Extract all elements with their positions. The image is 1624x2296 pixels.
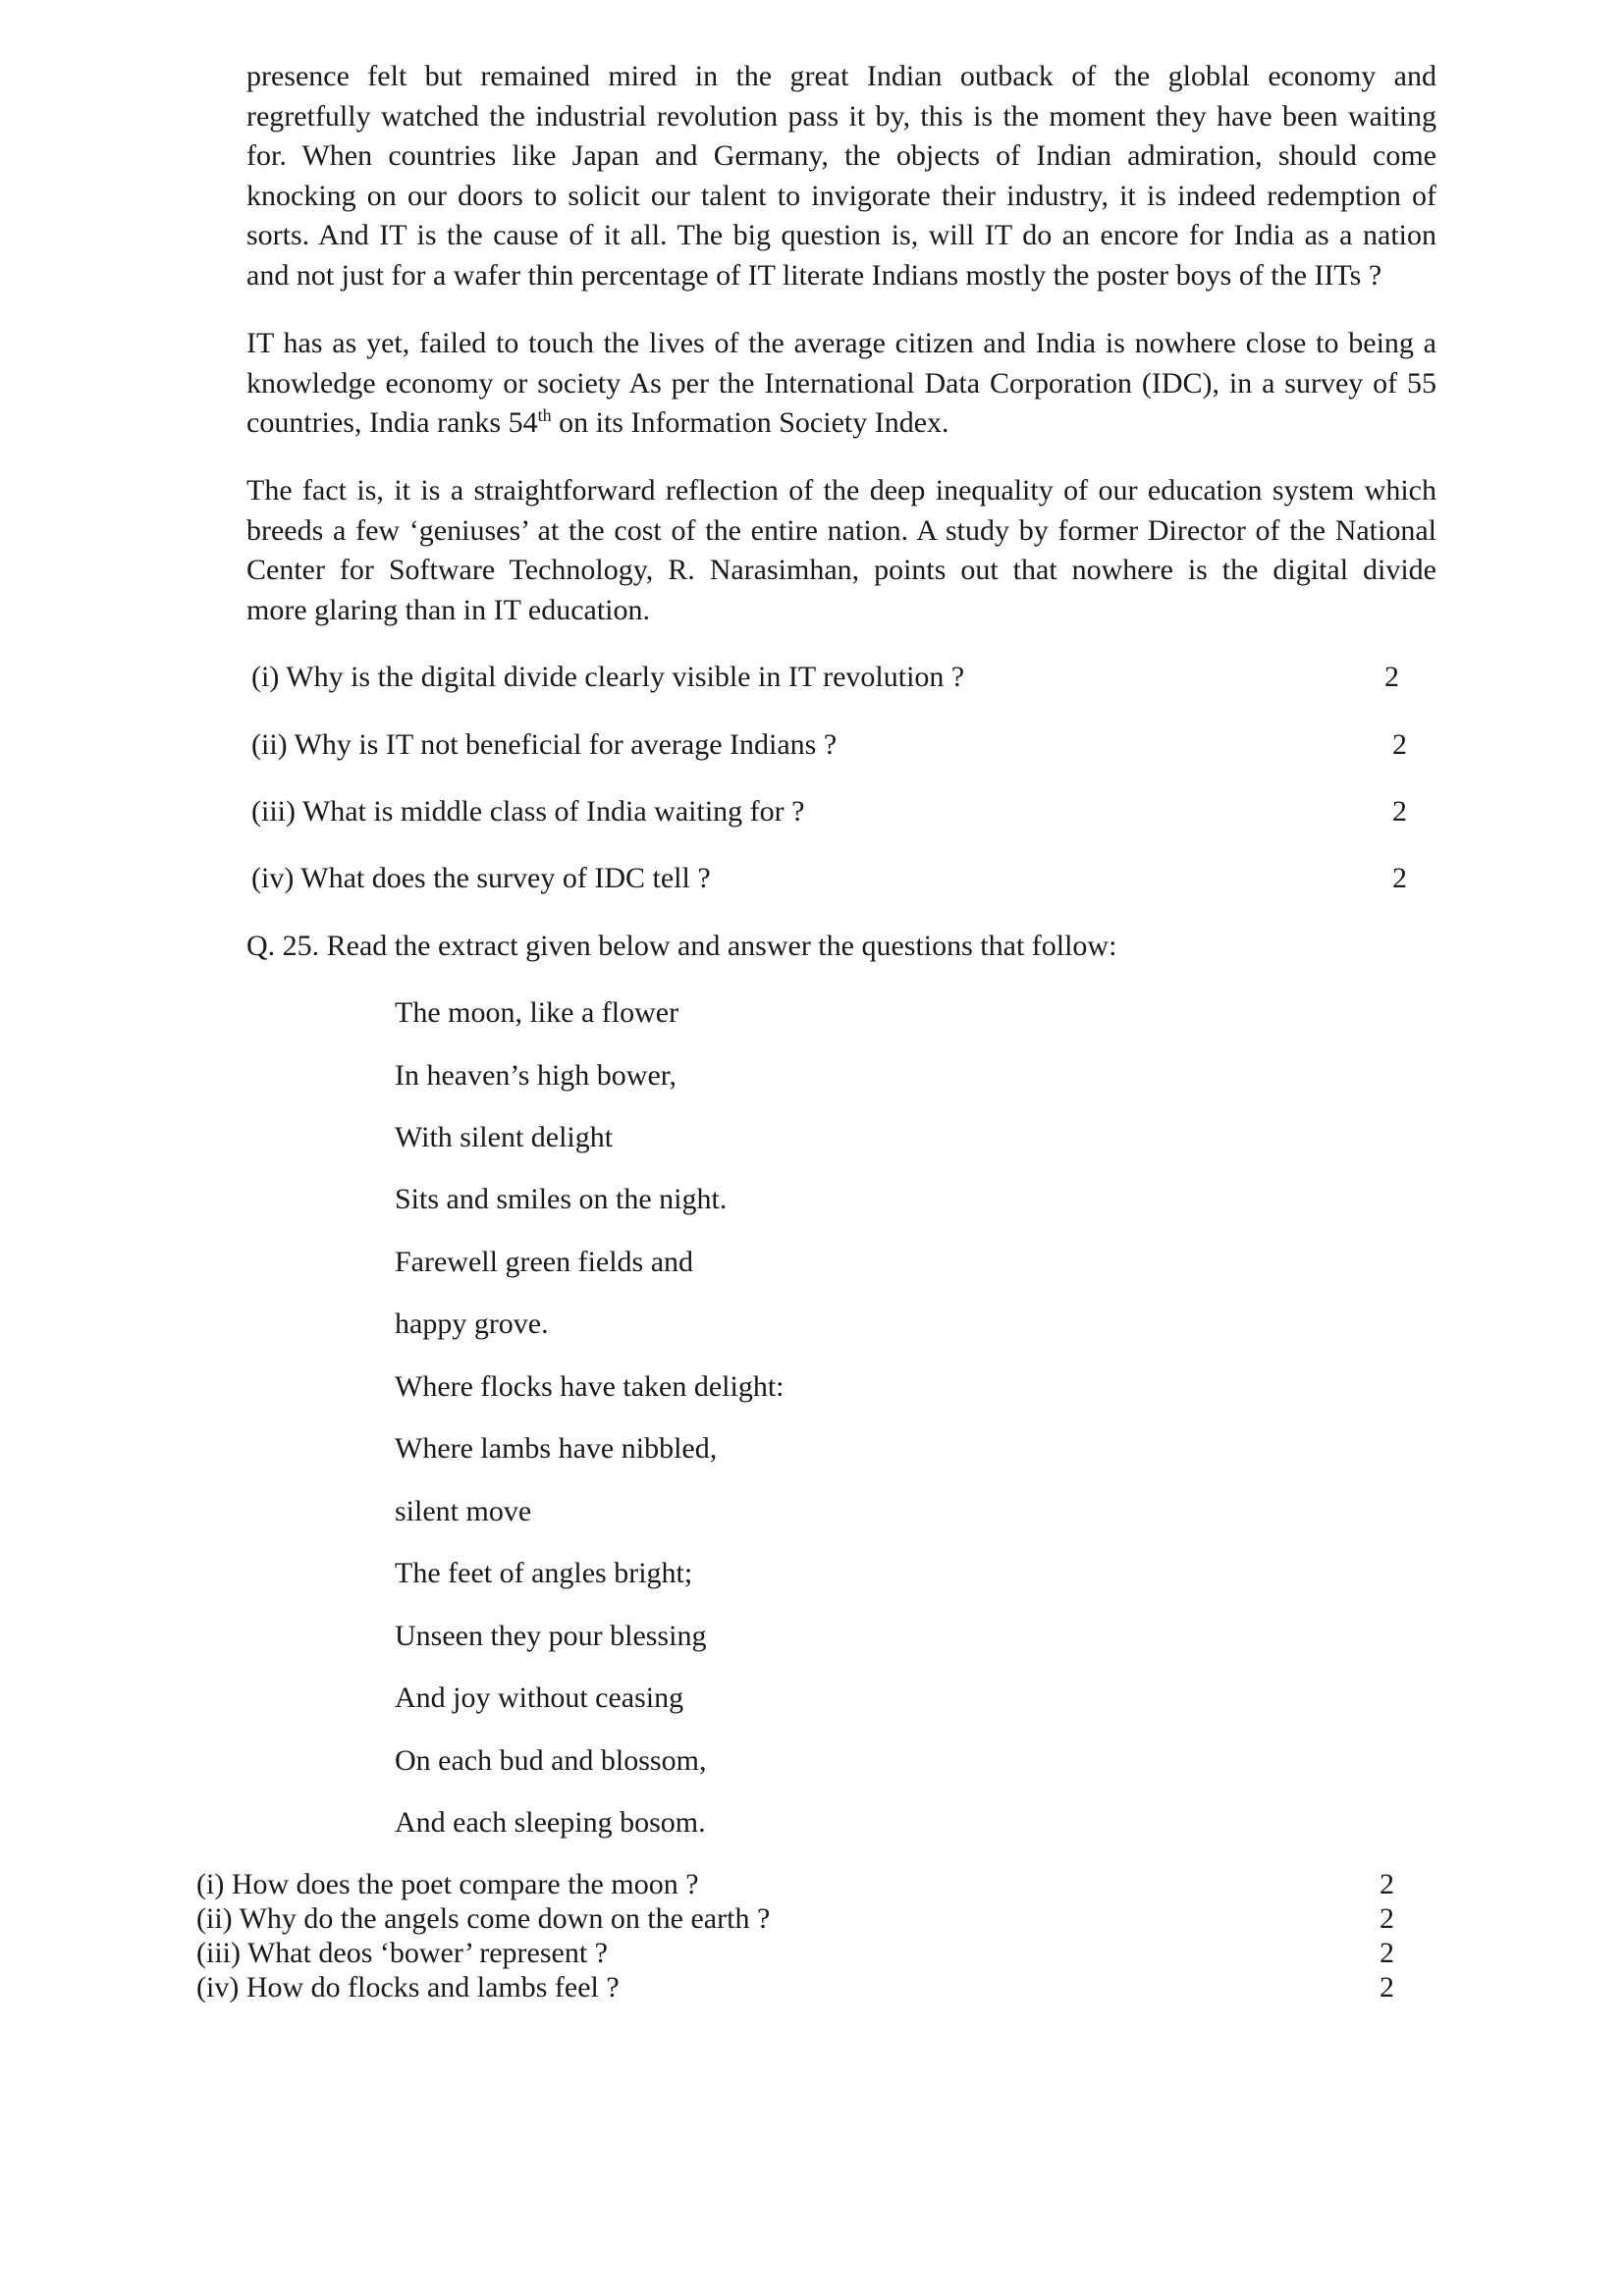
text-line: knowledge economy or society As per the International Data Corporation (IDC), in a survey of 55 bbox=[246, 366, 1436, 400]
ordinal-suffix: th bbox=[537, 405, 552, 425]
question-text: (i) How does the poet compare the moon ? bbox=[196, 1868, 699, 1900]
text-line: for. When countries like Japan and Germany, the objects of Indian admiration, should come bbox=[246, 139, 1436, 172]
question-text: (iii) What deos ‘bower’ represent ? bbox=[196, 1937, 608, 1969]
poem-line: Where flocks have taken delight: bbox=[395, 1370, 785, 1403]
text-line: IT has as yet, failed to touch the lives of the average citizen and India is nowhere close to being a bbox=[246, 327, 1436, 359]
question-marks: 2 bbox=[1380, 1937, 1394, 1969]
text-line: and not just for a wafer thin percentage of IT literate Indians mostly the poster boys of the IITs ? bbox=[246, 258, 1382, 292]
text-line: Center for Software Technology, R. Narasimhan, points out that nowhere is the digital divide bbox=[246, 554, 1436, 586]
text-segment: countries, India ranks 54 bbox=[246, 406, 538, 439]
question-text: (iii) What is middle class of India waiting for ? bbox=[251, 795, 805, 828]
poem-line: Unseen they pour blessing bbox=[395, 1620, 707, 1652]
question-heading: Q. 25. Read the extract given below and answer the questions that follow: bbox=[246, 930, 1117, 962]
poem-line: Where lambs have nibbled, bbox=[395, 1432, 718, 1465]
question-text: (iv) What does the survey of IDC tell ? bbox=[251, 862, 711, 894]
text-line: The fact is, it is a straightforward reflection of the deep inequality of our education system which bbox=[246, 474, 1436, 507]
text-line: breeds a few ‘geniuses’ at the cost of the entire nation. A study by former Director of the National bbox=[246, 513, 1436, 547]
passage-paragraph-1 bbox=[246, 57, 1436, 295]
poem-line: silent move bbox=[395, 1495, 532, 1527]
poem-line: Farewell green fields and bbox=[395, 1246, 694, 1278]
poem-line: With silent delight bbox=[395, 1121, 614, 1153]
text-line: sorts. And IT is the cause of it all. The big question is, will IT do an encore for India as a nation bbox=[246, 219, 1436, 251]
question-text: (i) Why is the digital divide clearly visible in IT revolution ? bbox=[251, 661, 965, 693]
question-text: (ii) Why is IT not beneficial for average Indians ? bbox=[251, 728, 838, 761]
poem-line: On each bud and blossom, bbox=[395, 1744, 707, 1777]
text-line: more glaring than in IT education. bbox=[246, 593, 650, 626]
poem-line: And joy without ceasing bbox=[395, 1682, 684, 1714]
text-segment: on its Information Society Index. bbox=[551, 406, 949, 439]
question-marks: 2 bbox=[1392, 795, 1407, 828]
poem-line: The feet of angles bright; bbox=[395, 1557, 693, 1589]
text-line bbox=[246, 403, 1436, 444]
question-text: (iv) How do flocks and lambs feel ? bbox=[196, 1971, 620, 2003]
question-marks: 2 bbox=[1380, 1902, 1394, 1935]
text-line: regretfully watched the industrial revolution pass it by, this is the moment they have been waiting bbox=[246, 99, 1436, 133]
poem-line: happy grove. bbox=[395, 1308, 549, 1340]
question-marks: 2 bbox=[1392, 862, 1407, 894]
question-marks: 2 bbox=[1380, 1971, 1394, 2003]
poem-line: Sits and smiles on the night. bbox=[395, 1183, 728, 1215]
text-line: knocking on our doors to solicit our talent to invigorate their industry, it is indeed redemption of bbox=[246, 179, 1436, 212]
text-line: presence felt but remained mired in the great Indian outback of the globlal economy and bbox=[246, 60, 1436, 92]
passage-paragraph-3 bbox=[246, 471, 1436, 630]
question-marks: 2 bbox=[1392, 728, 1407, 761]
question-marks: 2 bbox=[1380, 1868, 1394, 1900]
poem-line: And each sleeping bosom. bbox=[395, 1806, 706, 1839]
poem-line: The moon, like a flower bbox=[395, 996, 679, 1029]
poem-line: In heaven’s high bower, bbox=[395, 1059, 677, 1092]
question-marks: 2 bbox=[1384, 661, 1399, 693]
passage-paragraph-2 bbox=[246, 324, 1436, 444]
question-text: (ii) Why do the angels come down on the earth ? bbox=[196, 1902, 771, 1935]
